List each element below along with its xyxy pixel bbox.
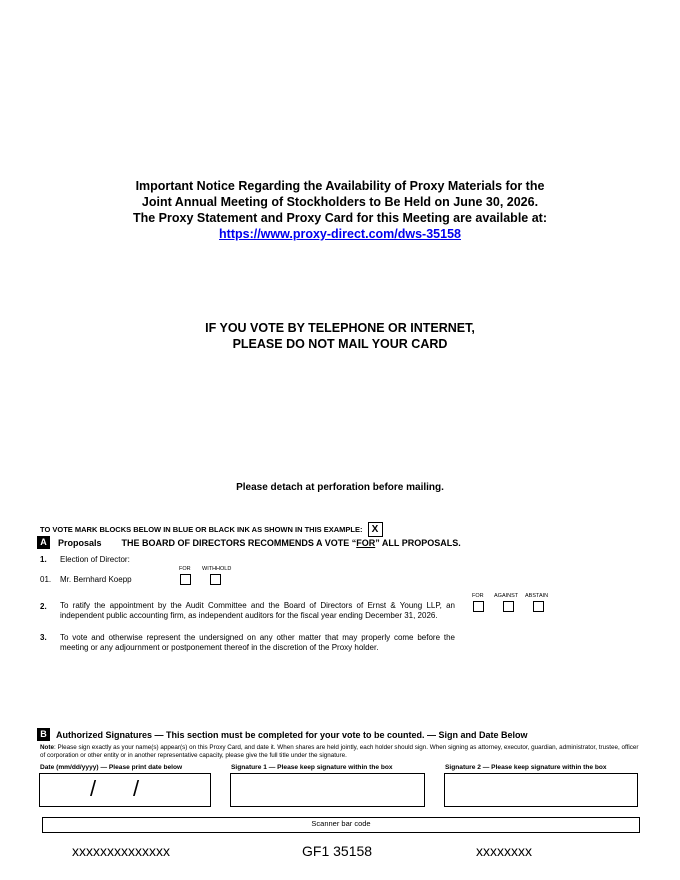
proposal-1-text: Election of Director: xyxy=(60,555,130,564)
vote-warning-line-1: IF YOU VOTE BY TELEPHONE OR INTERNET, xyxy=(205,321,475,335)
section-a-badge: A xyxy=(37,536,50,549)
proposal-2-against-checkbox[interactable] xyxy=(503,601,514,612)
nominee-name: Mr. Bernhard Koepp xyxy=(60,575,132,584)
vote-warning-line-2: PLEASE DO NOT MAIL YOUR CARD xyxy=(232,337,448,351)
vote-warning xyxy=(0,320,680,352)
proposal-2-number: 2. xyxy=(40,602,47,611)
proposal-1-number: 1. xyxy=(40,555,47,564)
scanner-bar-code-box: Scanner bar code xyxy=(42,817,640,833)
notice-line-1: Important Notice Regarding the Availability of Proxy Materials for the xyxy=(135,179,545,193)
proposal-2-text: To ratify the appointment by the Audit Committee and the Board of Directors of Ernst & Young LLP, an independent public accounting firm, as independent auditors for the fiscal year ending December 31, 2026. xyxy=(60,601,455,620)
signature-2-box[interactable] xyxy=(444,773,638,807)
signature-2-label: Signature 2 — Please keep signature within the box xyxy=(445,764,607,771)
rec-prefix: THE BOARD OF DIRECTORS RECOMMENDS A VOTE “ xyxy=(121,537,357,548)
section-a-label: Proposals xyxy=(58,537,102,548)
proposal-1-for-label: FOR xyxy=(179,566,191,572)
footer-right-code: xxxxxxxx xyxy=(476,843,532,859)
mark-instructions xyxy=(40,522,383,537)
rec-suffix: ” ALL PROPOSALS. xyxy=(375,537,461,548)
detach-instruction: Please detach at perforation before mailing. xyxy=(236,482,444,493)
proposal-1-withhold-label: WITHHOLD xyxy=(202,566,232,572)
proposal-2-for-label: FOR xyxy=(472,593,484,599)
notice-line-3: The Proxy Statement and Proxy Card for this Meeting are available at: xyxy=(132,211,547,225)
note-label: Note xyxy=(40,744,54,751)
nominee-withhold-checkbox[interactable] xyxy=(210,574,221,585)
proxy-materials-link[interactable]: https://www.proxy-direct.com/dws-35158 xyxy=(219,227,461,241)
section-b-badge: B xyxy=(37,728,50,741)
section-b-title: Authorized Signatures — This section must be completed for your vote to be counted. — Sign and Date Below xyxy=(56,729,528,740)
notice-line-2: Joint Annual Meeting of Stockholders to Be Held on June 30, 2026. xyxy=(141,195,539,209)
date-separator-1: / xyxy=(90,776,97,801)
nominee-number: 01. xyxy=(40,575,52,584)
materials-notice xyxy=(0,178,680,242)
section-b-header xyxy=(37,728,528,741)
signature-1-box[interactable] xyxy=(230,773,425,807)
mark-instructions-text: TO VOTE MARK BLOCKS BELOW IN BLUE OR BLACK INK AS SHOWN IN THIS EXAMPLE: xyxy=(40,525,363,534)
date-separator-2: / xyxy=(133,776,140,801)
proposal-2-abstain-label: ABSTAIN xyxy=(525,593,549,599)
proposal-2-for-checkbox[interactable] xyxy=(473,601,484,612)
proposal-3-number: 3. xyxy=(40,633,47,642)
footer-left-code: xxxxxxxxxxxxxx xyxy=(72,843,170,859)
board-recommendation xyxy=(122,538,461,548)
proposal-2-against-label: AGAINST xyxy=(494,593,519,599)
signature-note xyxy=(40,744,640,759)
proposal-2-abstain-checkbox[interactable] xyxy=(533,601,544,612)
proposal-3-text: To vote and otherwise represent the undersigned on any other matter that may properly come before the meeting or any adjournment or postponement thereof in the discretion of the Proxy holder. xyxy=(60,633,455,652)
nominee-for-checkbox[interactable] xyxy=(180,574,191,585)
date-field[interactable] xyxy=(39,773,211,807)
rec-for: FOR xyxy=(356,537,376,548)
date-label: Date (mm/dd/yyyy) — Please print date below xyxy=(40,764,183,771)
example-mark-box: X xyxy=(368,522,383,537)
footer-center-code: GF1 35158 xyxy=(302,843,373,859)
note-text: : Please sign exactly as your name(s) appear(s) on this Proxy Card, and date it. When shares are held jointly, each holder should sign. When signing as attorney, executor, guardian, administrator, trustee, officer of corporation or other entity or in another representative capacity, please give the full title under the signature. xyxy=(40,744,639,759)
section-a-header xyxy=(37,536,461,549)
signature-1-label: Signature 1 — Please keep signature within the box xyxy=(231,764,393,771)
